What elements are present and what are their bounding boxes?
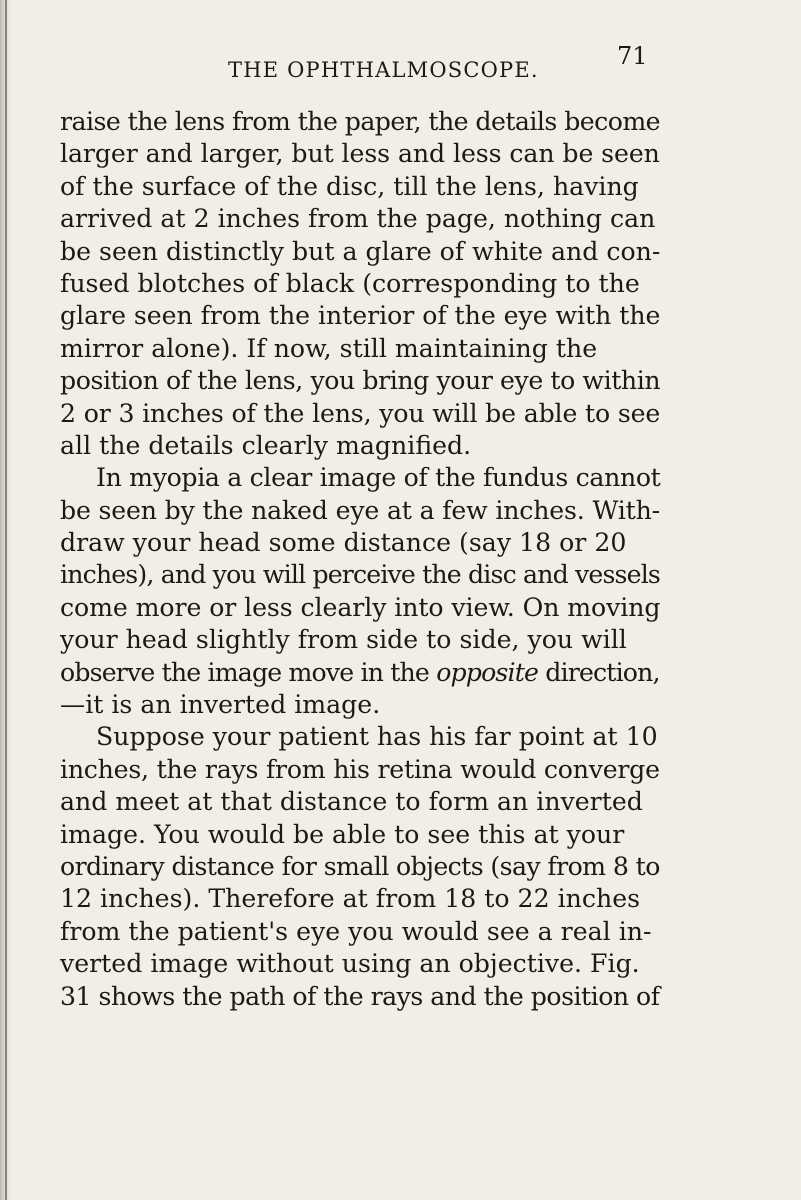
text-line: verted image without using an objective. Fig.: [60, 949, 640, 979]
text-line: inches, the rays from his retina would converge: [60, 754, 660, 784]
text-line: draw your head some distance (say 18 or 20: [60, 528, 627, 558]
text-line: be seen distinctly but a glare of white and con-: [60, 236, 661, 266]
text-segment: observe the image move in the: [60, 657, 430, 687]
text-line: larger and larger, but less and less can be seen: [60, 139, 660, 169]
text-line: from the patient's eye you would see a real in-: [60, 916, 652, 946]
emphasized-word: opposite: [436, 657, 539, 687]
text-line: and meet at that distance to form an inverted: [60, 787, 643, 817]
text-line: ordinary distance for small objects (say from 8 to: [60, 851, 660, 881]
text-line: 12 inches). Therefore at from 18 to 22 inches: [60, 884, 641, 914]
text-line: of the surface of the disc, till the lens, having: [60, 171, 639, 201]
text-line: 31 shows the path of the rays and the position of: [60, 981, 660, 1011]
text-line: raise the lens from the paper, the details become: [60, 107, 661, 136]
text-line: image. You would be able to see this at your: [60, 819, 625, 849]
text-line: your head slightly from side to side, you will: [60, 625, 627, 655]
body-text: [60, 106, 660, 1013]
paragraph-start-line: Suppose your patient has his far point at 10: [96, 722, 658, 752]
running-head: THE OPHTHALMOSCOPE.: [228, 58, 539, 82]
text-line: glare seen from the interior of the eye with the: [60, 301, 661, 331]
text-segment: direction,: [545, 657, 660, 687]
text-line-with-emphasis: [60, 657, 660, 689]
text-line: be seen by the naked eye at a few inches. With-: [60, 495, 660, 525]
page-number: 71: [617, 42, 648, 70]
text-line: inches), and you will perceive the disc and vessels: [60, 560, 660, 590]
binding-gutter: [5, 0, 7, 1200]
text-line: position of the lens, you bring your eye to within: [60, 366, 661, 396]
page-header: [0, 42, 801, 90]
text-line: 2 or 3 inches of the lens, you will be able to see: [60, 398, 661, 428]
text-line: fused blotches of black (corresponding to the: [60, 268, 640, 298]
text-line: arrived at 2 inches from the page, nothing can: [60, 204, 656, 234]
paragraph-start-line: In myopia a clear image of the fundus cannot: [96, 463, 661, 493]
text-line: all the details clearly magnified.: [60, 430, 472, 460]
text-line: come more or less clearly into view. On moving: [60, 592, 661, 622]
text-line: mirror alone). If now, still maintaining the: [60, 333, 598, 363]
text-line: —it is an inverted image.: [60, 690, 381, 720]
